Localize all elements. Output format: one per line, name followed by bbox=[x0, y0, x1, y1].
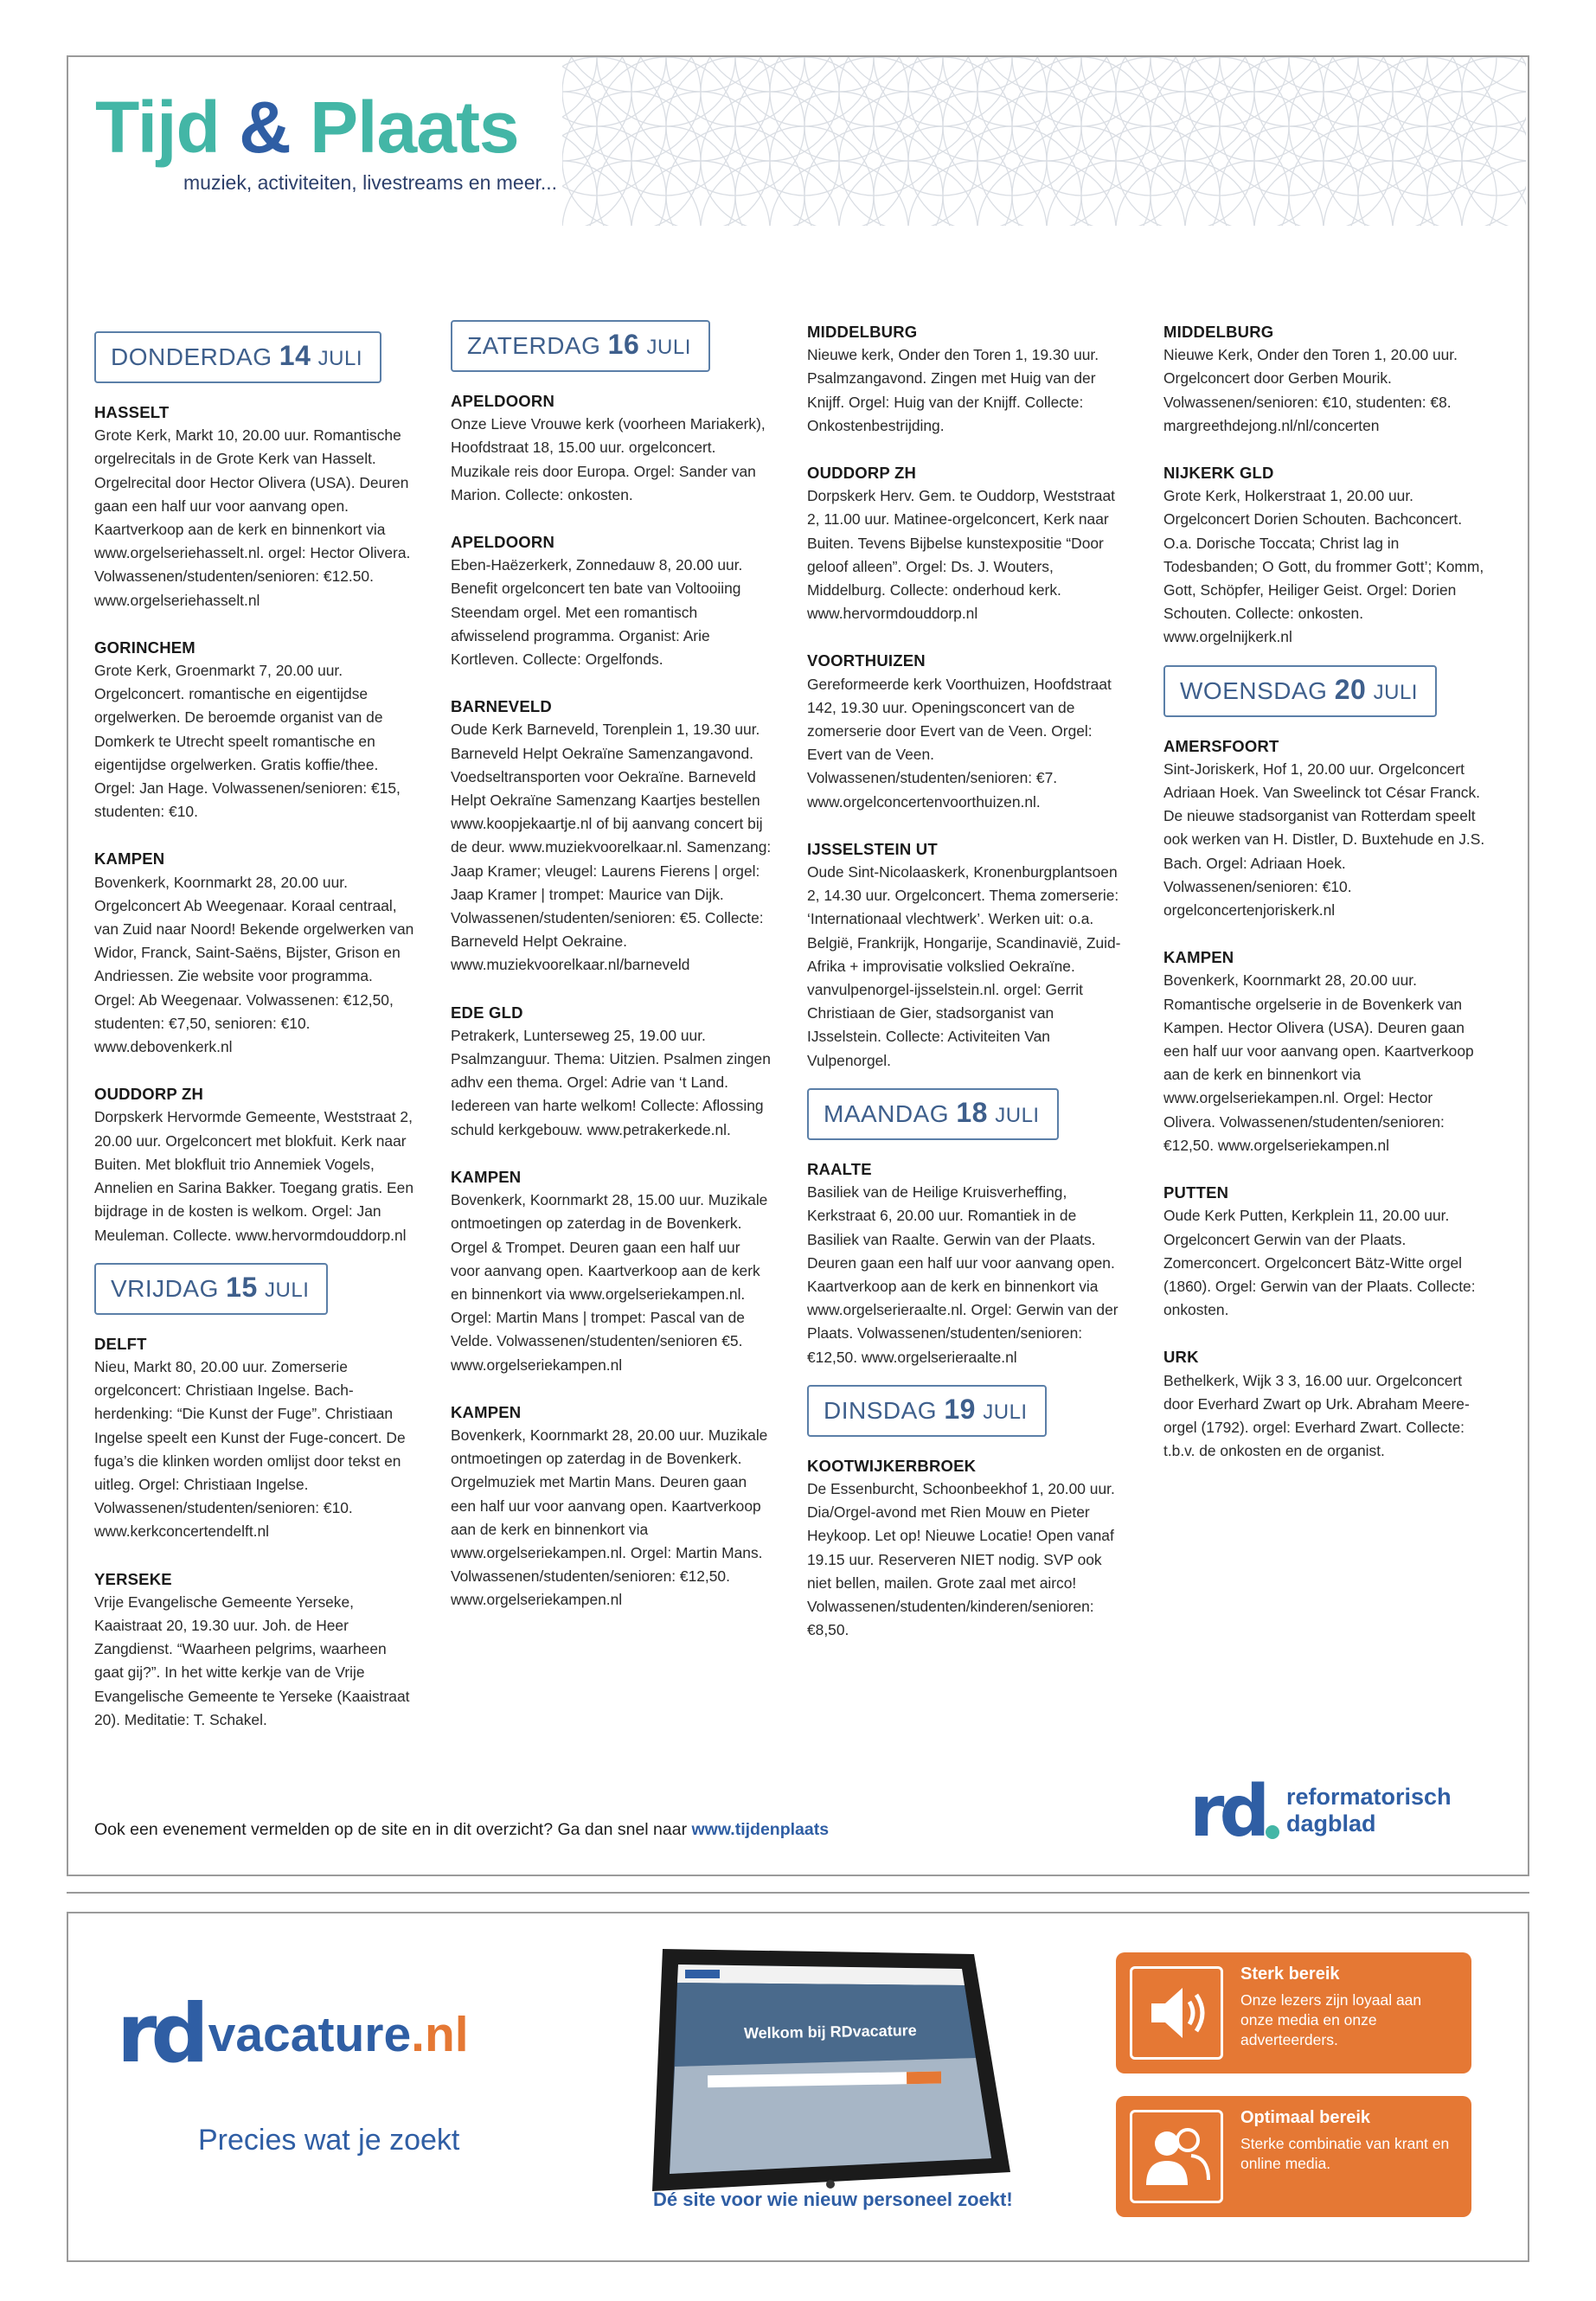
event-text: De Essenburcht, Schoonbeekhof 1, 20.00 uur. Dia/Orgel-avond met Rien Mouw en Pieter Heykoop. Let op! Nieuwe Locatie! Open vanaf 19.15 uur. Reserveren NIET nodig. SVP ook niet bellen, mailen. Grote zaal met airco! Volwassenen/studenten/kinderen/senioren: €8,50. bbox=[807, 1479, 1115, 1639]
event-ouddorp bbox=[94, 1082, 416, 1247]
event-text: Eben-Haëzerkerk, Zonnedauw 8, 20.00 uur. Benefit orgelconcert ten bate van Voltooiing Steendam orgel. Met een romantisch afwisselend programma. Organist: Arie Kortleven. Collecte: Orgelfonds. bbox=[451, 556, 743, 669]
event-city: PUTTEN bbox=[1163, 1183, 1229, 1202]
event-text: Petrakerk, Lunterseweg 25, 19.00 uur. Psalmzanguur. Thema: Uitzien. Psalmen zingen adhv een thema. Orgel: Adrie van ‘t Land. Iedereen van harte welkom! Collecte: Aflossing schuld kerkgebouw. www.petrakerkede.nl. bbox=[451, 1026, 771, 1138]
tablet-screen-text: Welkom bij RDvacature bbox=[743, 2022, 917, 2042]
event-city: OUDDORP ZH bbox=[94, 1085, 204, 1104]
event-middelburg bbox=[1163, 320, 1485, 438]
event-city: KAMPEN bbox=[451, 1402, 522, 1421]
event-barneveld bbox=[451, 695, 772, 977]
event-text: Oude Kerk Barneveld, Torenplein 1, 19.30 uur. Barneveld Helpt Oekraïne Samenzangavond. Voedseltransporten voor Oekraïne. Barneveld Helpt Oekraïne Samenzang Kaartjes bestellen www.koopjekaartje.nl of bij aanvang concert bij de deur. www.muziekvoorelkaar.nl. Samenzang: Jaap Kramer; vleugel: Laurens Fierens | orgel: Jaap Kramer | trompet: Maurice van Dijk. Volwassenen/studenten/senioren: €5. Collecte: Barneveld Helpt Oekraine. www.muziekvoorelkaar.nl/barneveld bbox=[451, 721, 772, 974]
event-city: DELFT bbox=[94, 1334, 147, 1353]
event-ede bbox=[451, 1001, 772, 1142]
day-header-maandag: MAANDAG 18 JULI bbox=[807, 1088, 1059, 1140]
day-header-vrijdag: VRIJDAG 15 JULI bbox=[94, 1263, 328, 1315]
event-city: YERSEKE bbox=[94, 1569, 172, 1588]
tijdenplaats-link[interactable]: www.tijdenplaats bbox=[691, 1820, 830, 1839]
event-nijkerk bbox=[1163, 461, 1485, 650]
column-3 bbox=[807, 320, 1129, 1665]
event-text: Vrije Evangelische Gemeente Yerseke, Kaaistraat 20, 19.30 uur. Joh. de Heer Zangdienst. “Waarheen pelgrims, waarheen gaat gij?”. In het witte kerkje van de Vrije Evangelische Gemeente te Yerseke (Kaaistraat 20). Meditatie: T. Schakel. bbox=[94, 1593, 410, 1728]
event-kampen bbox=[451, 1165, 772, 1377]
event-text: Sint-Joriskerk, Hof 1, 20.00 uur. Orgelconcert Adriaan Hoek. Van Sweelinck tot César Franck. De nieuwe stadsorganist van Rotterdam speelt ook werken van H. Distler, D. Buxtehude en J.S. Bach. Orgel: Adriaan Hoek. Volwassenen/senioren: €10. orgelconcertenjoriskerk.nl bbox=[1163, 760, 1485, 920]
event-kampen bbox=[451, 1400, 772, 1612]
event-text: Bovenkerk, Koornmarkt 28, 20.00 uur. Romantische orgelserie in de Bovenkerk van Kampen. Hector Olivera (USA). Deuren gaan een half uur voor aanvang open. Kaartverkoop aan de kerk en binnenkort via www.orgelseriekampen.nl. Orgel: Hector Olivera. Volwassenen/studenten/senioren: €12,50. www.orgelseriekampen.nl bbox=[1163, 971, 1474, 1154]
day-header-woensdag: WOENSDAG 20 JULI bbox=[1163, 665, 1437, 717]
header-pattern bbox=[562, 57, 1526, 226]
event-text: Grote Kerk, Markt 10, 20.00 uur. Romantische orgelrecitals in de Grote Kerk van Hasselt. Orgelrecital door Hector Olivera (USA). Deuren gaan een half uur voor aanvang open. Kaartverkoop aan de kerk en binnenkort via www.orgelseriehasselt.nl. orgel: Hector Olivera. Volwassenen/studenten/senioren: €12.50. www.orgelseriehasselt.nl bbox=[94, 426, 411, 609]
page-subtitle: muziek, activiteiten, livestreams en meer... bbox=[183, 171, 558, 194]
event-text: Dorpskerk Herv. Gem. te Ouddorp, Weststraat 2, 11.00 uur. Matinee-orgelconcert, Kerk naar Buiten. Tevens Bijbelse kunstexpositie “Door geloof alleen”. Orgel: Ds. J. Wouters, Middelburg. Collecte: onderhoud kerk. www.hervormdouddorp.nl bbox=[807, 487, 1115, 623]
event-text: Bovenkerk, Koornmarkt 28, 20.00 uur. Muzikale ontmoetingen op zaterdag in de Bovenkerk. Orgelmuziek met Martin Mans. Deuren gaan een half uur voor aanvang open. Kaartverkoop aan de kerk en binnenkort via www.orgelseriekampen.nl. Orgel: Martin Mans. Volwassenen/studenten/senioren: €12,50. www.orgelseriekampen.nl bbox=[451, 1426, 768, 1609]
event-voorthuizen bbox=[807, 649, 1129, 813]
tablet-image bbox=[647, 1945, 1015, 2198]
rdvacature-logo: rd vacature.nl bbox=[117, 1987, 469, 2081]
event-text: Gereformeerde kerk Voorthuizen, Hoofdstraat 142, 19.30 uur. Openingsconcert van de zomerserie door Evert van de Veen. Orgel: Evert van de Veen. Volwassenen/studenten/senioren: €7. www.orgelconcertenvoorthuizen.nl. bbox=[807, 675, 1112, 811]
event-kampen bbox=[1163, 945, 1485, 1157]
event-text: Nieu, Markt 80, 20.00 uur. Zomerserie orgelconcert: Christiaan Ingelse. Bach-herdenking: “Die Kunst der Fuge”. Christiaan Ingelse speelt een Kunst der Fuge-concert. De fuga’s die klinken worden omlijst door tekst en uitleg. Orgel: Christiaan Ingelse. Volwassenen/studenten/senioren: €10. www.kerkconcertendelft.nl bbox=[94, 1357, 406, 1541]
event-city: HASSELT bbox=[94, 403, 170, 421]
event-kootwijkerbroek bbox=[807, 1454, 1129, 1643]
logo-dot bbox=[1266, 1825, 1279, 1839]
event-ouddorp bbox=[807, 461, 1129, 625]
card-optimaal-bereik: Optimaal bereik Sterke combinatie van krant en online media. bbox=[1116, 2096, 1471, 2217]
event-raalte bbox=[807, 1157, 1129, 1369]
event-kampen bbox=[94, 847, 416, 1059]
event-city: RAALTE bbox=[807, 1159, 872, 1178]
event-text: Grote Kerk, Holkerstraat 1, 20.00 uur. Orgelconcert Dorien Schouten. Bachconcert. O.a. Dorische Toccata; Christ lag in Todesbanden; O Gott, du frommer Gott’; Komm, Gott, Schöpfer, Heiliger Geist. Orgel: Dorien Schouten. Collecte: onkosten. www.orgelnijkerk.nl bbox=[1163, 487, 1484, 646]
event-hasselt bbox=[94, 401, 416, 612]
footer-note: Ook een evenement vermelden op de site en in dit overzicht? Ga dan snel naar www.tijdenplaats bbox=[94, 1820, 830, 1839]
event-text: Bovenkerk, Koornmarkt 28, 20.00 uur. Orgelconcert Ab Weegenaar. Koraal centraal, van Zuid naar Noord! Bekende orgelwerken van Widor, Franck, Saint-Saëns, Bijster, Grison en Andriessen. Zie website voor programma. Orgel: Ab Weegenaar. Volwassenen: €12,50, studenten: €7,50, senioren: €10. www.debovenkerk.nl bbox=[94, 873, 414, 1056]
event-text: Nieuwe Kerk, Onder den Toren 1, 20.00 uur. Orgelconcert door Gerben Mourik. Volwassenen/senioren: €10, studenten: €8. margreethdejong.nl/nl/concerten bbox=[1163, 346, 1458, 434]
event-city: KOOTWIJKERBROEK bbox=[807, 1456, 977, 1475]
event-text: Bethelkerk, Wijk 3 3, 16.00 uur. Orgelconcert door Everhard Zwart op Urk. Abraham Meere-orgel (1792). orgel: Everhard Zwart. Collecte: t.b.v. de onkosten en de organist. bbox=[1163, 1371, 1470, 1460]
event-apeldoorn bbox=[451, 530, 772, 671]
event-city: IJSSELSTEIN UT bbox=[807, 839, 938, 858]
event-city: EDE GLD bbox=[451, 1003, 523, 1022]
day-header-zaterdag: ZATERDAG 16 JULI bbox=[451, 320, 710, 372]
day-header-dinsdag: DINSDAG 19 JULI bbox=[807, 1385, 1047, 1437]
event-yerseke bbox=[94, 1567, 416, 1732]
event-city: MIDDELBURG bbox=[807, 323, 918, 341]
column-4 bbox=[1163, 320, 1485, 1486]
event-city: BARNEVELD bbox=[451, 697, 552, 716]
page-title: Tijd & Plaats bbox=[95, 87, 519, 168]
event-ijsselstein bbox=[807, 837, 1129, 1073]
event-text: Oude Sint-Nicolaaskerk, Kronenburgplantsoen 2, 14.30 uur. Orgelconcert. Thema zomerserie: ‘Internationaal vlechtwerk’. Werken uit: o.a. België, Frankrijk, Hongarije, Scandinavië, Zuid-Afrika + improvisatie volkslied Oekraïne. vanvulpenorgel-ijsselstein.nl. orgel: Gerrit Christiaan de Gier, stadsorganist van IJsselstein. Collecte: Activiteiten Van Vulpenorgel. bbox=[807, 863, 1121, 1069]
rd-logo: rd reformatorisch dagblad bbox=[1189, 1771, 1452, 1853]
event-city: APELDOORN bbox=[451, 533, 554, 552]
event-text: Dorpskerk Hervormde Gemeente, Weststraat 2, 20.00 uur. Orgelconcert met blokfuit. Kerk naar Buiten. Met blokfluit trio Annemiek Vogels, Annelien en Sarina Bakker. Toegang gratis. Een bijdrage in de kosten is welkom. Orgel: Jan Meuleman. Collecte. www.hervormdouddorp.nl bbox=[94, 1108, 413, 1244]
people-icon bbox=[1130, 2110, 1223, 2203]
event-city: KAMPEN bbox=[451, 1167, 522, 1186]
event-city: KAMPEN bbox=[1163, 948, 1234, 967]
ad-slogan: Precies wat je zoekt bbox=[198, 2124, 460, 2157]
event-city: MIDDELBURG bbox=[1163, 323, 1274, 341]
event-apeldoorn bbox=[451, 389, 772, 507]
event-urk bbox=[1163, 1345, 1485, 1463]
event-city: VOORTHUIZEN bbox=[807, 651, 926, 670]
event-middelburg bbox=[807, 320, 1129, 438]
event-city: GORINCHEM bbox=[94, 638, 195, 657]
speaker-icon bbox=[1130, 1966, 1223, 2060]
event-text: Onze Lieve Vrouwe kerk (voorheen Mariakerk), Hoofdstraat 18, 15.00 uur. orgelconcert. Muzikale reis door Europa. Orgel: Sander van Marion. Collecte: onkosten. bbox=[451, 415, 766, 503]
event-city: APELDOORN bbox=[451, 392, 554, 410]
event-text: Bovenkerk, Koornmarkt 28, 15.00 uur. Muzikale ontmoetingen op zaterdag in de Bovenkerk. Orgel & Trompet. Deuren gaan een half uur voor aanvang open. Kaartverkoop aan de kerk en binnenkort via www.orgelseriekampen.nl. Orgel: Martin Mans | trompet: Pascal van de Velde. Volwassenen/studenten/senioren €5. www.orgelseriekampen.nl bbox=[451, 1191, 768, 1374]
event-text: Oude Kerk Putten, Kerkplein 11, 20.00 uur. Orgelconcert Gerwin van der Plaats. Zomerconcert. Orgelconcert Bätz-Witte orgel (1860). Orgel: Gerwin van der Plaats. Collecte: onkosten. bbox=[1163, 1207, 1476, 1319]
event-text: Grote Kerk, Groenmarkt 7, 20.00 uur. Orgelconcert. romantische en eigentijdse orgelwerken. De beroemde organist van de Domkerk te Utrecht speelt romantische en eigentijdse orgelwerken. Gratis koffie/thee. Orgel: Jan Hage. Volwassenen/senioren: €15, studenten: €10. bbox=[94, 662, 401, 821]
event-city: OUDDORP ZH bbox=[807, 464, 917, 483]
event-city: URK bbox=[1163, 1348, 1199, 1367]
tablet-caption: Dé site voor wie nieuw personeel zoekt! bbox=[653, 2189, 1013, 2210]
day-header-donderdag: DONDERDAG 14 JULI bbox=[94, 331, 381, 383]
event-city: KAMPEN bbox=[94, 849, 165, 868]
event-text: Nieuwe kerk, Onder den Toren 1, 19.30 uur. Psalmzangavond. Zingen met Huig van der Knijff. Orgel: Huig van der Knijff. Collecte: Onkostenbestrijding. bbox=[807, 346, 1099, 434]
event-delft bbox=[94, 1332, 416, 1544]
event-text: Basiliek van de Heilige Kruisverheffing, Kerkstraat 6, 20.00 uur. Romantiek in de Basiliek van Raalte. Gerwin van der Plaats. Deuren gaan een half uur voor aanvang open. Kaartverkoop aan de kerk en binnenkort via www.orgelserieraalte.nl. Orgel: Gerwin van der Plaats. Volwassenen/studenten/senioren: €12,50. www.orgelserieraalte.nl bbox=[807, 1183, 1118, 1366]
event-putten bbox=[1163, 1181, 1485, 1322]
column-2 bbox=[451, 320, 772, 1636]
divider bbox=[67, 1892, 1529, 1894]
event-city: NIJKERK GLD bbox=[1163, 464, 1274, 483]
event-amersfoort bbox=[1163, 734, 1485, 923]
event-city: AMERSFOORT bbox=[1163, 736, 1279, 755]
card-sterk-bereik: Sterk bereik Onze lezers zijn loyaal aan onze media en onze adverteerders. bbox=[1116, 1952, 1471, 2073]
event-gorinchem bbox=[94, 636, 416, 824]
column-1 bbox=[94, 320, 416, 1755]
